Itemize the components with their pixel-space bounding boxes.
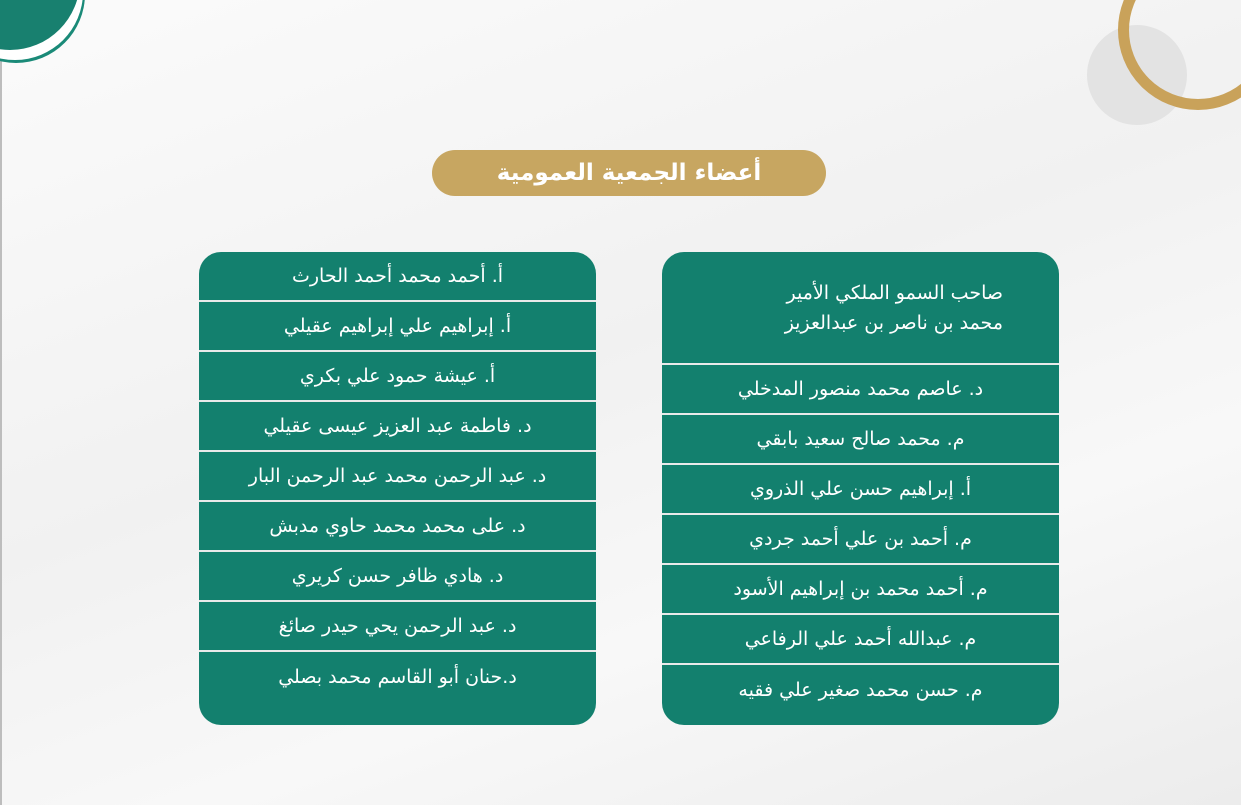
member-row: أ. عيشة حمود علي بكري xyxy=(199,352,596,402)
member-row: م. أحمد محمد بن إبراهيم الأسود xyxy=(662,565,1059,615)
decorative-circle-top-left xyxy=(0,0,80,50)
page-title: أعضاء الجمعية العمومية xyxy=(432,150,826,196)
member-row: د. عبد الرحمن محمد عبد الرحمن البار xyxy=(199,452,596,502)
header-line: صاحب السمو الملكي الأمير xyxy=(786,281,1003,304)
member-row: أ. إبراهيم علي إبراهيم عقيلي xyxy=(199,302,596,352)
members-panel-right xyxy=(662,252,1059,725)
left-edge-line xyxy=(0,0,2,805)
member-row: د.حنان أبو القاسم محمد بصلي xyxy=(278,666,517,688)
members-panel-left xyxy=(199,252,596,725)
member-row: م. محمد صالح سعيد بابقي xyxy=(662,415,1059,465)
member-row: م. أحمد بن علي أحمد جردي xyxy=(662,515,1059,565)
member-row: د. عاصم محمد منصور المدخلي xyxy=(662,365,1059,415)
member-row: أ. أحمد محمد أحمد الحارث xyxy=(199,252,596,302)
member-row: د. هادي ظافر حسن كريري xyxy=(199,552,596,602)
member-row: م. عبدالله أحمد علي الرفاعي xyxy=(662,615,1059,665)
member-row: د. على محمد محمد حاوي مدبش xyxy=(199,502,596,552)
member-row: أ. إبراهيم حسن علي الذروي xyxy=(662,465,1059,515)
member-row: م. حسن محمد صغير علي فقيه xyxy=(738,679,983,701)
member-row: د. عبد الرحمن يحي حيدر صائغ xyxy=(199,602,596,652)
member-row-header xyxy=(662,252,1059,365)
header-line: محمد بن ناصر بن عبدالعزيز xyxy=(784,311,1003,334)
member-row: د. فاطمة عبد العزيز عيسى عقيلي xyxy=(199,402,596,452)
